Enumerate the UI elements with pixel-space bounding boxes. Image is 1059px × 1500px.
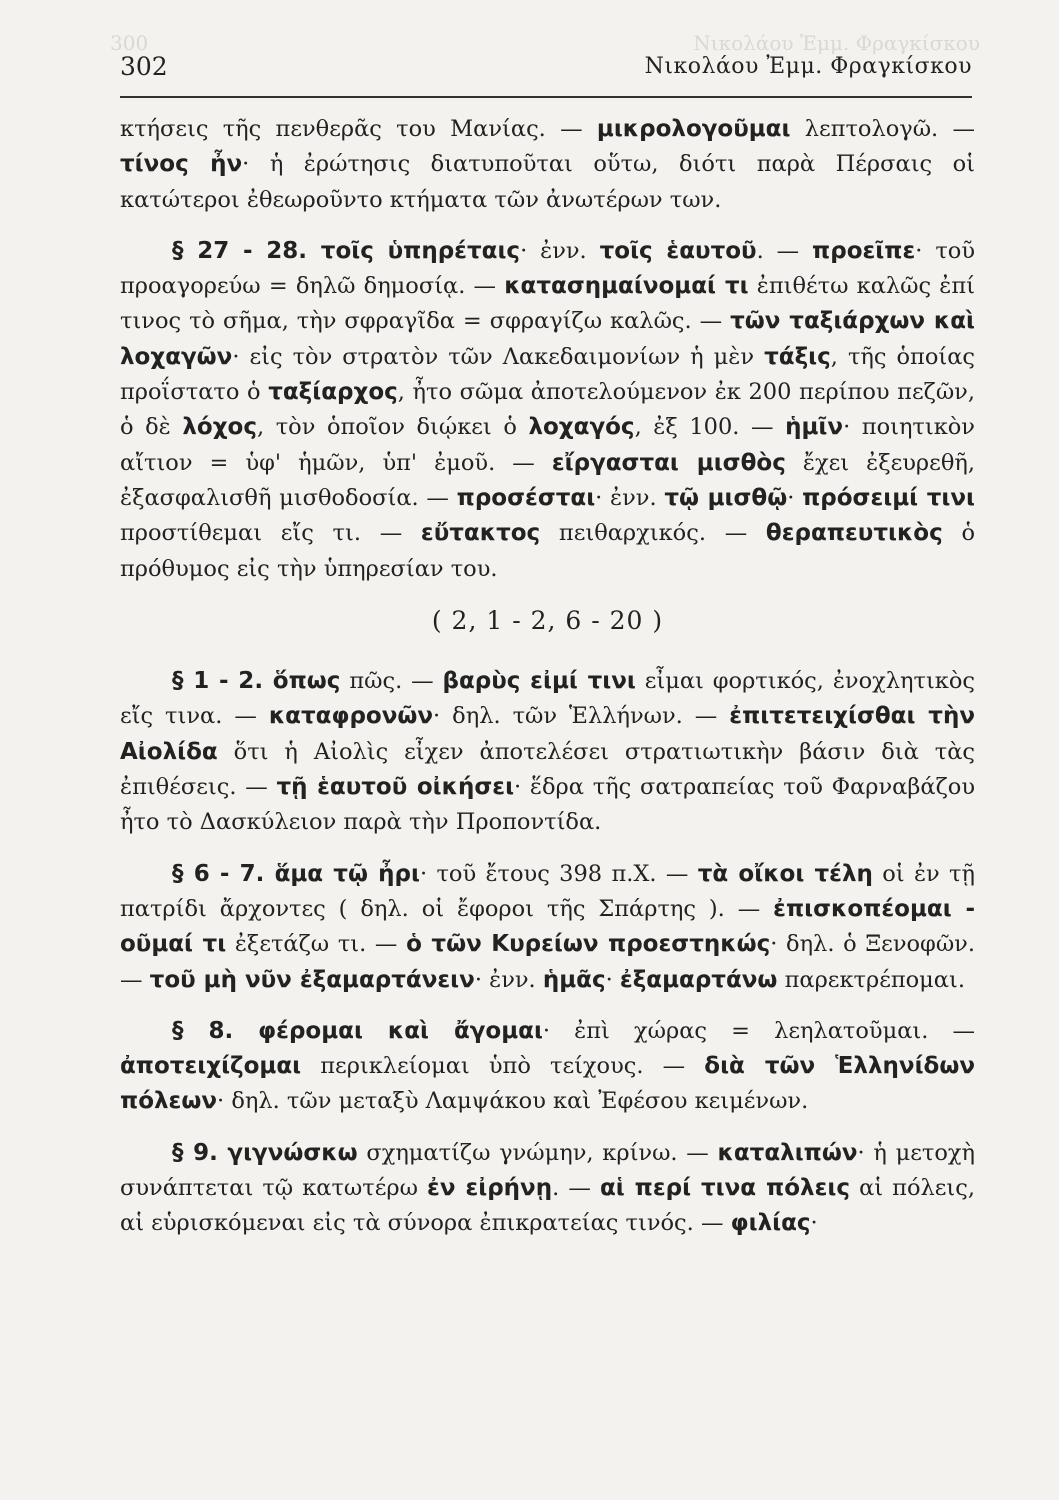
gloss-text: · — [810, 1210, 818, 1237]
bold-lemma: αἱ περί τινα πόλεις — [599, 1175, 850, 1202]
bold-lemma: πρόσειμί τινι — [802, 484, 975, 511]
bold-lemma: τίνος ἦν — [120, 151, 243, 178]
bold-lemma: ἀποτειχίζομαι — [120, 1053, 302, 1080]
ghost-page-number: 300 — [110, 31, 149, 55]
bold-lemma: τάξις — [764, 343, 831, 370]
paragraph — [120, 112, 975, 218]
gloss-text: περικλείομαι ὑπὸ τείχους. — — [301, 1053, 705, 1080]
bold-lemma: κατασημαίνομαί τι — [504, 273, 749, 300]
gloss-text: · τοῦ προαγορεύω = δηλῶ δημοσίᾳ. — — [120, 237, 976, 300]
gloss-text: · ἕδρα τῆς σατραπείας τοῦ Φαρναβάζου ἦτο τὸ Δασκύλειον παρὰ τὴν Προποντίδα. — [120, 774, 975, 836]
gloss-text: · ἐπὶ χώρας = λεηλατοῦμαι. — — [542, 1017, 975, 1044]
gloss-text: ἔχει ἐξευρεθῆ, ἐξασφαλισθῆ μισθοδοσία. — — [120, 449, 975, 511]
bold-lemma: προεῖπε — [812, 237, 916, 264]
gloss-text: παρεκτρέπομαι. — [777, 966, 965, 993]
gloss-text: · — [605, 966, 620, 993]
bold-lemma: εὔτακτος — [420, 520, 541, 547]
ghost-running-head: Νικολάου Ἐμμ. Φραγκίσκου — [693, 31, 980, 55]
gloss-text: , ἐξ 100. — — [634, 414, 786, 441]
gloss-text: πῶς. — — [340, 668, 443, 695]
gloss-text: ἐπιθέτω καλῶς ἐπί τινος τὸ σῆμα, τὴν σφραγῖδα = σφραγίζω καλῶς. — — [120, 273, 975, 335]
bold-lemma: θεραπευτικὸς — [765, 520, 943, 547]
page-body — [120, 112, 975, 1258]
bold-lemma: ἐπισκοπέομαι - οῦμαί τι — [120, 895, 975, 958]
gloss-text: ὁ πρόθυμος εἰς τὴν ὑπηρεσίαν του. — [120, 520, 975, 582]
bold-lemma: τοῦ μὴ νῦν ἐξαμαρτάνειν — [149, 966, 475, 993]
bold-lemma: λοχαγός — [528, 414, 635, 441]
gloss-text: · δηλ. τῶν Ἑλλήνων. — — [433, 703, 730, 730]
bold-lemma: καταφρονῶν — [268, 703, 434, 730]
gloss-text: · τοῦ ἔτους 398 π.Χ. — — [419, 860, 698, 887]
gloss-text: σχηματίζω γνώμην, κρίνω. — — [357, 1139, 718, 1166]
bold-lemma: ἐν εἰρήνῃ — [427, 1175, 553, 1202]
gloss-text: αἱ πόλεις, αἱ εὑρισκόμεναι εἰς τὰ σύνορα ἐπικρατείας τινός. — — [120, 1175, 976, 1237]
bold-lemma: § 8. φέρομαι καὶ ἄγομαι — [172, 1017, 543, 1044]
bold-lemma: § 1 - 2. ὅπως — [172, 668, 341, 695]
bold-lemma: εἴργασται μισθὸς — [551, 449, 786, 476]
paragraph — [120, 664, 975, 840]
gloss-text: πειθαρχικός. — — [540, 520, 766, 547]
bold-lemma: ἐξαμαρτάνω — [619, 966, 778, 993]
header-rule — [120, 96, 972, 98]
gloss-text: · δηλ. τῶν μεταξὺ Λαμψάκου καὶ Ἐφέσου κειμένων. — [217, 1088, 809, 1115]
bold-lemma: λόχος — [182, 414, 257, 441]
gloss-text: εἶμαι φορτικός, ἐνοχλητικὸς εἴς τινα. — — [120, 668, 975, 730]
bold-lemma: τὰ οἴκοι τέλη — [697, 860, 873, 887]
paragraph — [120, 857, 975, 998]
bold-lemma: § 6 - 7. ἅμα τῷ ἦρι — [172, 860, 420, 887]
bold-lemma: § 9. γιγνώσκω — [172, 1139, 358, 1166]
gloss-text: · εἰς τὸν στρατὸν τῶν Λακεδαιμονίων ἡ μὲν — [232, 343, 765, 370]
bold-lemma: ἡμῖν — [785, 414, 844, 441]
gloss-text: κτήσεις τῆς πενθερᾶς του Μανίας. — — [120, 116, 597, 142]
gloss-text: , τῆς ὁποίας προΐστατο ὁ — [120, 343, 975, 406]
gloss-text: . — — [552, 1175, 600, 1202]
gloss-text: , τὸν ὁποῖον διῴκει ὁ — [256, 414, 529, 441]
bold-lemma: καταλιπών — [717, 1139, 858, 1166]
bold-lemma: § 27 - 28. τοῖς ὑπηρέταις — [172, 237, 521, 264]
gloss-text: · ποιητικὸν αἴτιον = ὑφ' ἡμῶν, ὑπ' ἐμοῦ. — — [120, 414, 975, 476]
section-heading: ( 2, 1 - 2, 6 - 20 ) — [431, 605, 664, 635]
gloss-text: · ἐνν. — [520, 237, 600, 264]
gloss-text: · — [787, 484, 803, 511]
gloss-text: λεπτολογῶ. — — [790, 116, 975, 142]
gloss-text: οἱ ἐν τῇ πατρίδι ἄρχοντες ( δηλ. οἱ ἔφοροι τῆς Σπάρτης ). — — [120, 860, 975, 922]
bold-lemma: τοῖς ἑαυτοῦ — [599, 237, 757, 264]
gloss-text: · ἐνν. — [474, 966, 543, 993]
page-number: 302 — [120, 52, 168, 81]
gloss-text: προστίθεμαι εἴς τι. — — [120, 520, 421, 547]
bold-lemma: μικρολογοῦμαι — [596, 116, 791, 142]
bold-lemma: προσέσται — [456, 484, 596, 511]
gloss-text: . — — [756, 237, 813, 264]
bold-lemma: φιλίας — [730, 1210, 811, 1237]
gloss-text: · δηλ. ὁ Ξενοφῶν. — — [120, 931, 975, 993]
bold-lemma: τῶν ταξιάρχων καὶ λοχαγῶν — [120, 308, 975, 370]
gloss-text: ὅτι ἡ Αἰολὶς εἶχεν ἀποτελέσει στρατιωτικὴν βάσιν διὰ τὰς ἐπιθέσεις. — — [120, 738, 975, 801]
bold-lemma: ταξίαρχος — [268, 379, 398, 406]
gloss-text: · ἐνν. — [595, 484, 665, 511]
gloss-text: · ἡ ἐρώτησις διατυποῦται οὕτω, διότι παρὰ Πέρσαις οἱ κατώτεροι ἐθεωροῦντο κτήματα τῶν ἀνωτέρων των. — [120, 151, 975, 213]
bold-lemma: ἐπιτετειχίσθαι τὴν Αἰολίδα — [120, 703, 975, 765]
paragraph — [120, 1136, 975, 1242]
paragraph — [120, 234, 975, 587]
running-head: Νικολάου Ἐμμ. Φραγκίσκου — [644, 54, 972, 79]
gloss-text: , ἦτο σῶμα ἀποτελούμενον ἐκ 200 περίπου πεζῶν, ὁ δὲ — [120, 379, 975, 441]
gloss-text: · ἡ μετοχὴ συνάπτεται τῷ κατωτέρω — [120, 1139, 976, 1202]
bold-lemma: ὁ τῶν Κυρείων προεστηκώς — [406, 931, 771, 958]
bold-lemma: βαρὺς εἰμί τινι — [442, 668, 636, 695]
bold-lemma: διὰ τῶν Ἑλληνίδων πόλεων — [120, 1053, 975, 1115]
bold-lemma: τῷ μισθῷ — [664, 484, 788, 511]
bold-lemma: ἡμᾶς — [542, 966, 606, 993]
bold-lemma: τῇ ἑαυτοῦ οἰκήσει — [276, 774, 515, 801]
gloss-text: ἐξετάζω τι. — — [226, 931, 407, 958]
paragraph — [120, 1014, 975, 1120]
page-header — [120, 52, 972, 92]
